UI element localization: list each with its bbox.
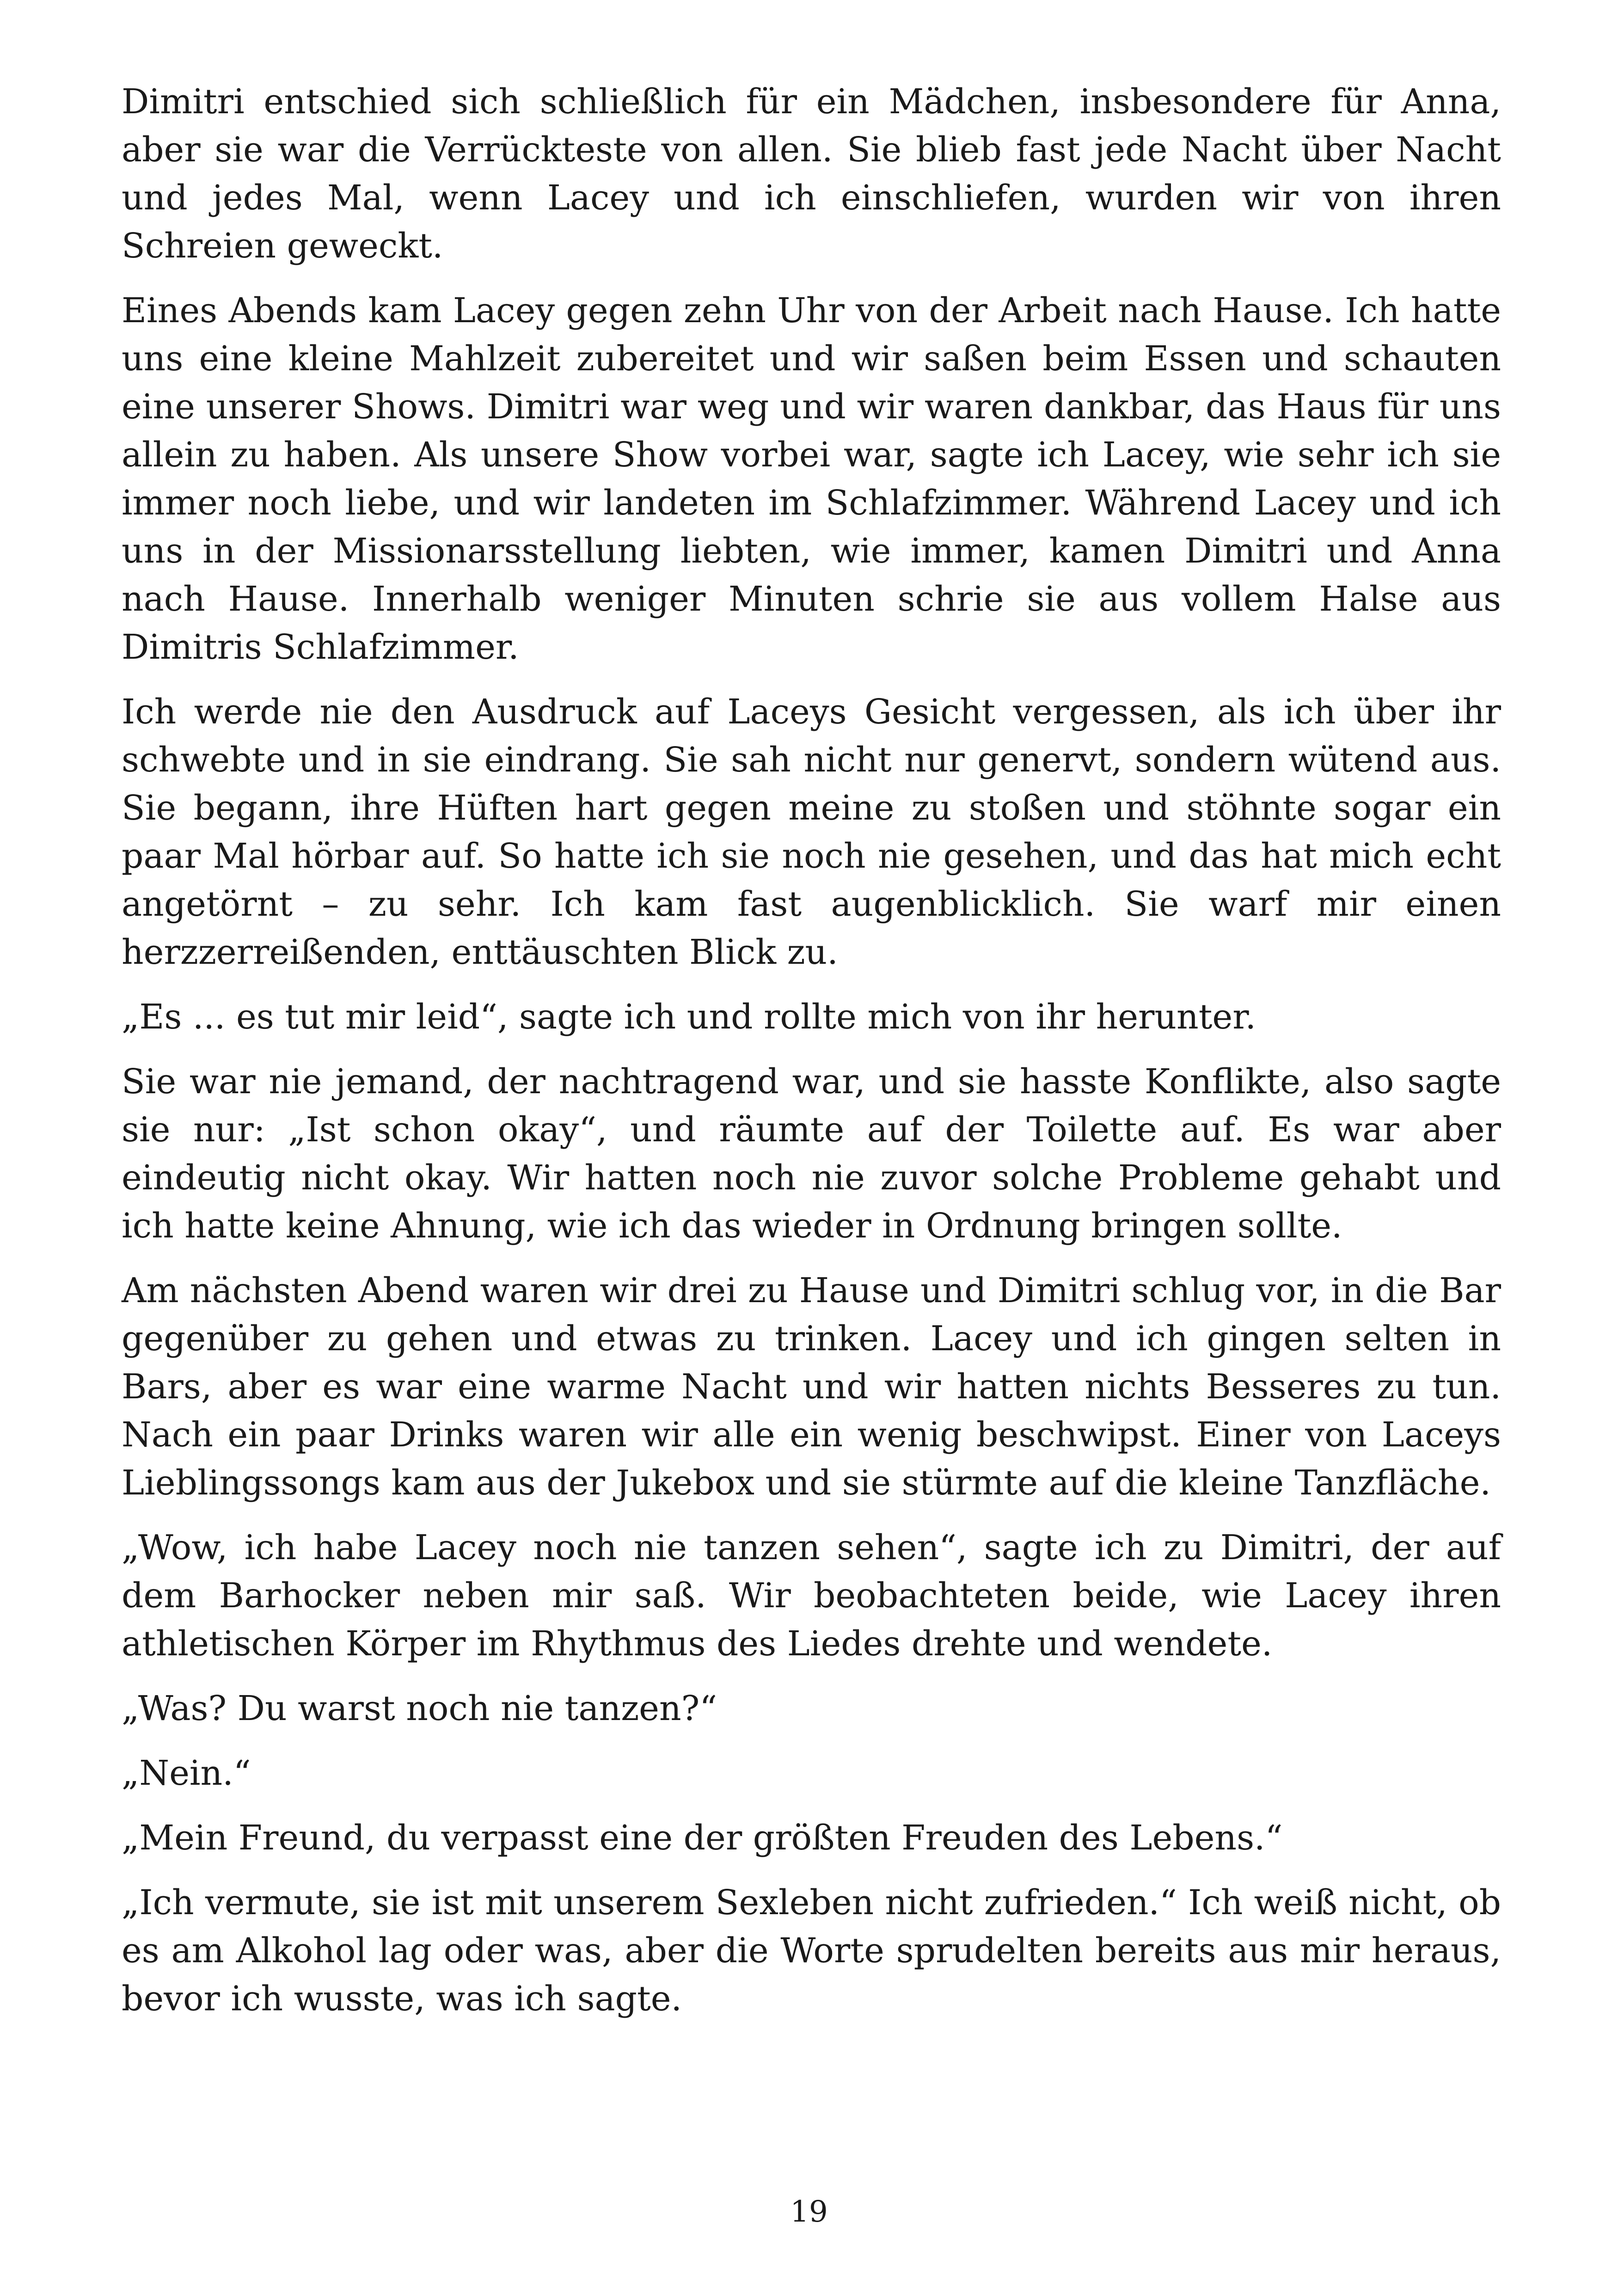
paragraph-6: Am nächsten Abend waren wir drei zu Hause und Dimitri schlug vor, in die Bar gegenüber zu gehen und etwas zu trinken. Lacey und ich gingen selten in Bars, aber es war eine warme Nacht und wir hatten nichts Besseres zu tun. Nach ein paar Drinks waren wir alle ein wenig beschwipst. Einer von Laceys Lieblingssongs kam aus der Jukebox und sie stürmte auf die kleine Tanzfläche. bbox=[122, 1271, 1501, 1503]
paragraph-10: „Mein Freund, du verpasst eine der größten Freuden des Lebens.“ bbox=[122, 1818, 1283, 1858]
paragraph-9: „Nein.“ bbox=[122, 1753, 251, 1793]
paragraph-2: Eines Abends kam Lacey gegen zehn Uhr von der Arbeit nach Hause. Ich hatte uns eine kleine Mahlzeit zubereitet und wir saßen beim Essen und schauten eine unserer Shows. Dimitri war weg und wir waren dankbar, das Haus für uns allein zu haben. Als unsere Show vorbei war, sagte ich Lacey, wie sehr ich sie immer noch liebe, und wir landeten im Schlafzimmer. Während Lacey und ich uns in der Missionarsstellung liebten, wie immer, kamen Dimitri und Anna nach Hause. Innerhalb weniger Minuten schrie sie aus vollem Halse aus Dimitris Schlafzimmer. bbox=[122, 291, 1501, 667]
paragraph-8: „Was? Du warst noch nie tanzen?“ bbox=[122, 1689, 717, 1728]
paragraph-3: Ich werde nie den Ausdruck auf Laceys Gesicht vergessen, als ich über ihr schwebte und in sie eindrang. Sie sah nicht nur genervt, sondern wütend aus. Sie begann, ihre Hüften hart gegen meine zu stoßen und stöhnte sogar ein paar Mal hörbar auf. So hatte ich sie noch nie gesehen, und das hat mich echt angetörnt – zu sehr. Ich kam fast augenblicklich. Sie warf mir einen herzzerreißenden, enttäuschten Blick zu. bbox=[122, 692, 1501, 972]
page-number: 19 bbox=[790, 2195, 828, 2229]
paragraph-4: „Es ... es tut mir leid“, sagte ich und rollte mich von ihr herunter. bbox=[122, 997, 1256, 1037]
text-body bbox=[122, 78, 1501, 2039]
paragraph-7: „Wow, ich habe Lacey noch nie tanzen sehen“, sagte ich zu Dimitri, der auf dem Barhocker neben mir saß. Wir beobachteten beide, wie Lacey ihren athletischen Körper im Rhythmus des Liedes drehte und wendete. bbox=[122, 1528, 1501, 1664]
paragraph-5: Sie war nie jemand, der nachtragend war, und sie hasste Konflikte, also sagte sie nur: „Ist schon okay“, und räumte auf der Toilette auf. Es war aber eindeutig nicht okay. Wir hatten noch nie zuvor solche Probleme gehabt und ich hatte keine Ahnung, wie ich das wieder in Ordnung bringen sollte. bbox=[122, 1062, 1501, 1246]
paragraph-1: Dimitri entschied sich schließlich für ein Mädchen, insbesondere für Anna, aber sie war die Verrückteste von allen. Sie blieb fast jede Nacht über Nacht und jedes Mal, wenn Lacey und ich einschliefen, wurden wir von ihren Schreien geweckt. bbox=[122, 82, 1501, 266]
paragraph-11: „Ich vermute, sie ist mit unserem Sexleben nicht zufrieden.“ Ich weiß nicht, ob es am Alkohol lag oder was, aber die Worte sprudelten bereits aus mir heraus, bevor ich wusste, was ich sagte. bbox=[122, 1883, 1501, 2019]
